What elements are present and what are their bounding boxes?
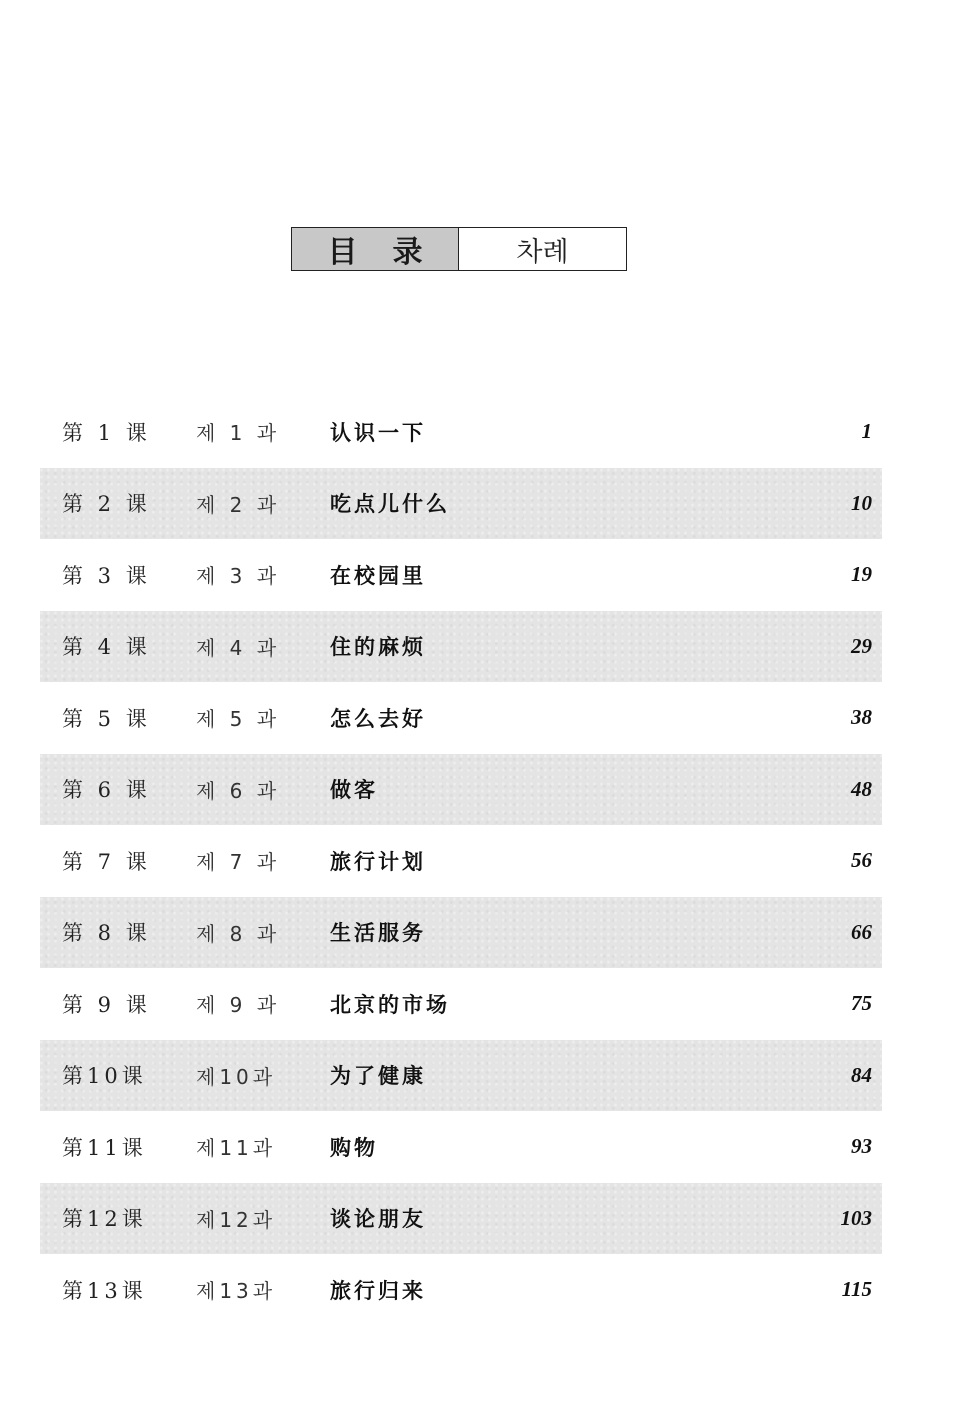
toc-header-korean: 차례	[516, 236, 569, 268]
lesson-number-ko: 제12과	[196, 1207, 277, 1232]
toc-header-char-2: 录	[392, 235, 423, 270]
toc-row-13[interactable]	[40, 1254, 882, 1326]
lesson-number-ko: 제 4 과	[196, 635, 281, 660]
lesson-number-zh: 第10课	[62, 1064, 147, 1089]
page-number: 29	[851, 633, 872, 658]
page-number: 1	[861, 419, 872, 444]
lesson-number-zh: 第 4 课	[62, 635, 151, 660]
lesson-title: 吃点儿什么	[330, 492, 450, 517]
page-number: 48	[851, 776, 872, 801]
lesson-number-ko: 제 1 과	[196, 421, 281, 446]
page-number: 10	[851, 490, 872, 515]
page-number: 38	[851, 705, 872, 730]
lesson-number-zh: 第 8 课	[62, 921, 151, 946]
lesson-number-zh: 第 1 课	[62, 420, 151, 445]
toc-row-4[interactable]	[40, 611, 882, 683]
toc-row-3[interactable]	[40, 539, 882, 611]
toc-row-2[interactable]	[40, 468, 882, 540]
lesson-title: 北京的市场	[330, 992, 450, 1017]
lesson-number-ko: 제 8 과	[196, 921, 281, 946]
lesson-title: 旅行计划	[330, 849, 426, 874]
lesson-number-ko: 제 7 과	[196, 850, 281, 875]
toc-row-12[interactable]	[40, 1183, 882, 1255]
lesson-title: 谈论朋友	[330, 1207, 426, 1232]
lesson-number-zh: 第 2 课	[62, 492, 151, 517]
lesson-title: 在校园里	[330, 563, 426, 588]
lesson-title: 旅行归来	[330, 1278, 426, 1303]
lesson-number-zh: 第11课	[62, 1135, 147, 1160]
page-number: 93	[851, 1134, 872, 1159]
toc-row-7[interactable]	[40, 825, 882, 897]
lesson-number-ko: 제 6 과	[196, 778, 281, 803]
toc-row-11[interactable]	[40, 1111, 882, 1183]
page-number: 75	[851, 991, 872, 1016]
page-number: 84	[851, 1062, 872, 1087]
lesson-number-ko: 제 2 과	[196, 492, 281, 517]
lesson-number-zh: 第13课	[62, 1278, 147, 1303]
toc-row-9[interactable]	[40, 968, 882, 1040]
toc-row-8[interactable]	[40, 897, 882, 969]
toc-row-6[interactable]	[40, 754, 882, 826]
lesson-title: 做客	[330, 778, 378, 803]
toc-header-char-1: 目	[327, 235, 358, 270]
lesson-title: 生活服务	[330, 921, 426, 946]
lesson-number-ko: 제10과	[196, 1064, 277, 1089]
lesson-number-zh: 第 5 课	[62, 706, 151, 731]
page-number: 66	[851, 919, 872, 944]
lesson-number-zh: 第 3 课	[62, 563, 151, 588]
lesson-number-zh: 第12课	[62, 1207, 147, 1232]
lesson-title: 住的麻烦	[330, 635, 426, 660]
lesson-number-ko: 제13과	[196, 1279, 277, 1304]
page-number: 115	[841, 1277, 872, 1302]
lesson-number-ko: 제 5 과	[196, 707, 281, 732]
toc-header-chinese	[292, 228, 459, 270]
lesson-title: 购物	[330, 1135, 378, 1160]
lesson-number-zh: 第 6 课	[62, 778, 151, 803]
lesson-title: 为了健康	[330, 1064, 426, 1089]
toc-row-10[interactable]	[40, 1040, 882, 1112]
page-number: 56	[851, 848, 872, 873]
lesson-number-ko: 제 9 과	[196, 993, 281, 1018]
toc-row-1[interactable]	[40, 396, 882, 468]
toc-header-box	[291, 227, 627, 271]
lesson-number-zh: 第 7 课	[62, 849, 151, 874]
lesson-title: 认识一下	[330, 420, 426, 445]
page-number: 103	[840, 1205, 872, 1230]
lesson-number-zh: 第 9 课	[62, 992, 151, 1017]
page-number: 19	[851, 562, 872, 587]
table-of-contents	[40, 396, 882, 1326]
toc-row-5[interactable]	[40, 682, 882, 754]
lesson-number-ko: 제11과	[196, 1136, 277, 1161]
lesson-title: 怎么去好	[330, 706, 426, 731]
lesson-number-ko: 제 3 과	[196, 564, 281, 589]
